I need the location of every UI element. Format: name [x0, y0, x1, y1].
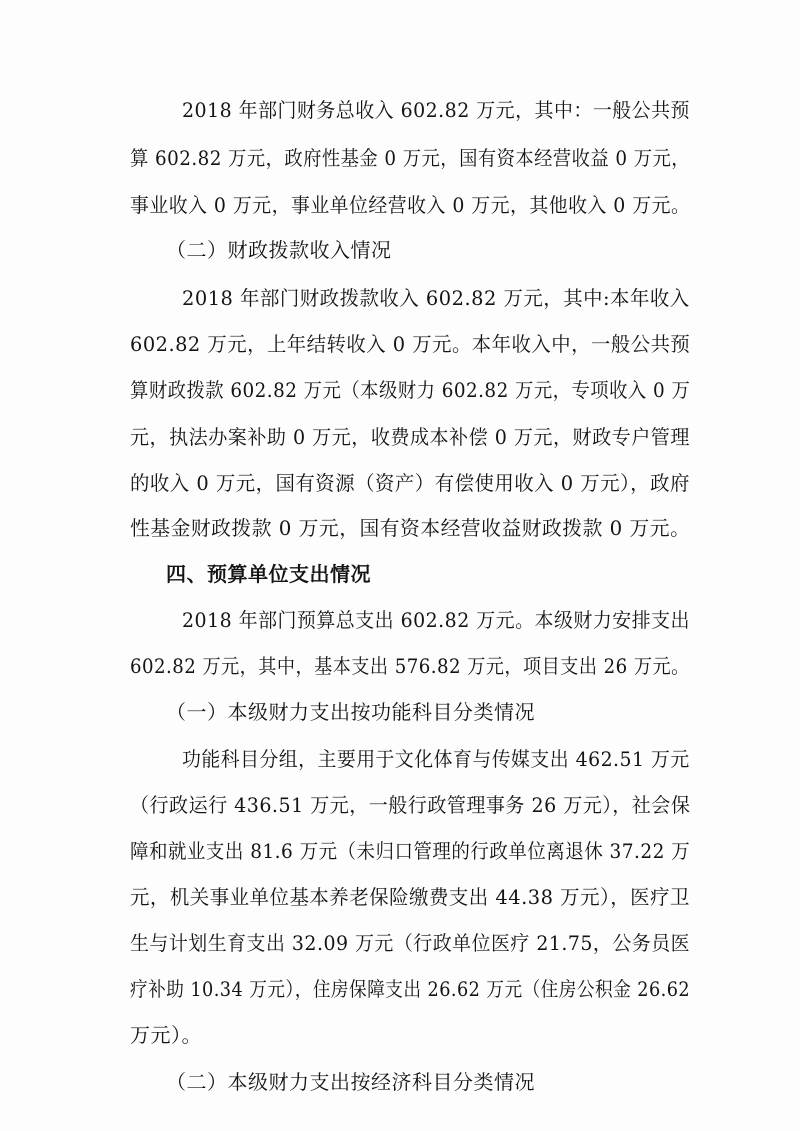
text-line-functional-2: （行政运行 436.51 万元，一般行政管理事务 26 万元），社会保: [130, 793, 691, 817]
subheading-economic-classification: （二）本级财力支出按经济科目分类情况: [166, 1070, 535, 1094]
text-line-appropriation-6: 性基金财政拨款 0 万元，国有资本经营收益财政拨款 0 万元。: [130, 516, 691, 540]
text-line-functional-4: 元，机关事业单位基本养老保险缴费支出 44.38 万元），医疗卫: [130, 885, 690, 909]
subheading-fiscal-appropriation: （二）财政拨款收入情况: [166, 238, 392, 262]
text-line-appropriation-5: 的收入 0 万元，国有资源（资产）有偿使用收入 0 万元），政府: [130, 471, 690, 495]
text-line-functional-3: 障和就业支出 81.6 万元（未归口管理的行政单位离退休 37.22 万: [130, 839, 691, 863]
text-line-income-2: 算 602.82 万元，政府性基金 0 万元，国有资本经营收益 0 万元，: [130, 146, 691, 170]
text-line-functional-7: 万元）。: [130, 1023, 202, 1047]
text-line-expenditure-1: 2018 年部门预算总支出 602.82 万元。本级财力安排支出: [182, 608, 690, 632]
text-line-appropriation-4: 元，执法办案补助 0 万元，收费成本补偿 0 万元，财政专户管理: [130, 425, 690, 449]
text-line-functional-6: 疗补助 10.34 万元），住房保障支出 26.62 万元（住房公积金 26.62: [130, 977, 691, 1001]
text-line-income-1: 2018 年部门财务总收入 602.82 万元，其中：一般公共预: [182, 98, 690, 122]
text-line-functional-1: 功能科目分组，主要用于文化体育与传媒支出 462.51 万元: [182, 747, 690, 771]
text-line-income-3: 事业收入 0 万元，事业单位经营收入 0 万元，其他收入 0 万元。: [130, 193, 691, 217]
text-line-appropriation-2: 602.82 万元，上年结转收入 0 万元。本年收入中，一般公共预: [130, 332, 691, 356]
text-line-functional-5: 生与计划生育支出 32.09 万元（行政单位医疗 21.75，公务员医: [130, 931, 691, 955]
section-heading-expenditure: 四、预算单位支出情况: [166, 562, 371, 586]
subheading-functional-classification: （一）本级财力支出按功能科目分类情况: [166, 700, 535, 724]
text-line-appropriation-3: 算财政拨款 602.82 万元（本级财力 602.82 万元，专项收入 0 万: [130, 378, 691, 402]
text-line-expenditure-2: 602.82 万元，其中，基本支出 576.82 万元，项目支出 26 万元。: [130, 654, 690, 678]
text-line-appropriation-1: 2018 年部门财政拨款收入 602.82 万元，其中:本年收入: [182, 286, 690, 310]
